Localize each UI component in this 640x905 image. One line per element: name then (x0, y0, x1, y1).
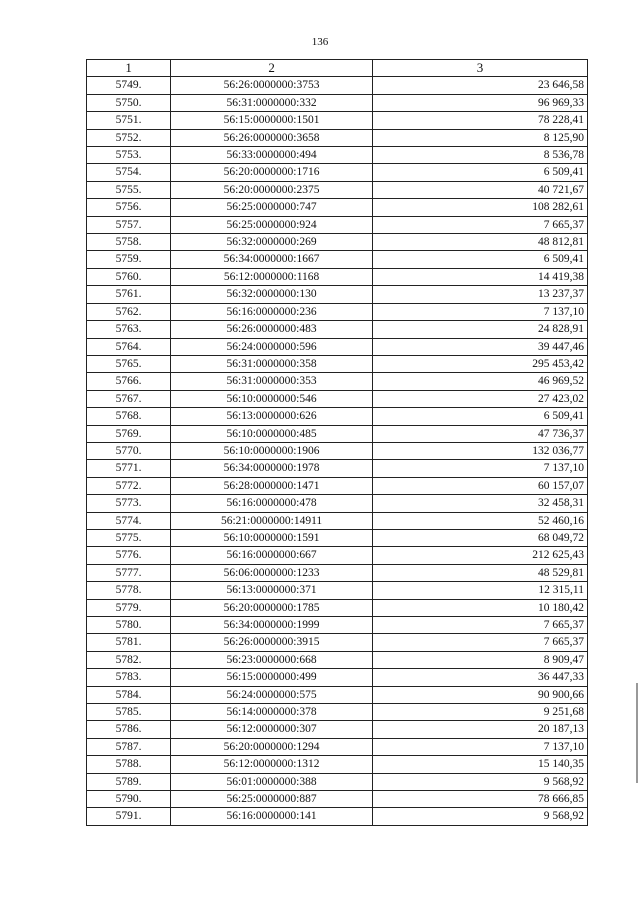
cadastral-number-cell: 56:16:0000000:141 (171, 808, 373, 825)
row-number-cell: 5757. (87, 216, 171, 233)
cadastral-number-cell: 56:24:0000000:575 (171, 686, 373, 703)
table-row (87, 495, 588, 512)
cadastral-number-cell: 56:24:0000000:596 (171, 338, 373, 355)
row-number-cell: 5771. (87, 460, 171, 477)
row-number-cell: 5761. (87, 286, 171, 303)
cadastral-number-cell: 56:25:0000000:924 (171, 216, 373, 233)
value-cell: 39 447,46 (372, 338, 587, 355)
row-number-cell: 5767. (87, 390, 171, 407)
value-cell: 295 453,42 (372, 355, 587, 372)
row-number-cell: 5773. (87, 495, 171, 512)
row-number-cell: 5750. (87, 94, 171, 111)
row-number-cell: 5777. (87, 564, 171, 581)
table-header-row (87, 60, 588, 77)
table-row (87, 529, 588, 546)
value-cell: 8 909,47 (372, 651, 587, 668)
cadastral-number-cell: 56:20:0000000:1716 (171, 164, 373, 181)
table-row (87, 164, 588, 181)
value-cell: 7 137,10 (372, 738, 587, 755)
table-row (87, 669, 588, 686)
table-row (87, 286, 588, 303)
cadastral-number-cell: 56:32:0000000:269 (171, 234, 373, 251)
value-cell: 27 423,02 (372, 390, 587, 407)
table-row (87, 477, 588, 494)
table-row (87, 77, 588, 94)
cadastral-number-cell: 56:28:0000000:1471 (171, 477, 373, 494)
value-cell: 48 812,81 (372, 234, 587, 251)
row-number-cell: 5785. (87, 704, 171, 721)
value-cell: 36 447,33 (372, 669, 587, 686)
row-number-cell: 5772. (87, 477, 171, 494)
row-number-cell: 5787. (87, 738, 171, 755)
row-number-cell: 5778. (87, 582, 171, 599)
value-cell: 78 228,41 (372, 112, 587, 129)
cadastral-number-cell: 56:20:0000000:2375 (171, 181, 373, 198)
row-number-cell: 5752. (87, 129, 171, 146)
value-cell: 32 458,31 (372, 495, 587, 512)
table-row (87, 651, 588, 668)
column-header-3: 3 (372, 60, 587, 77)
row-number-cell: 5779. (87, 599, 171, 616)
value-cell: 7 665,37 (372, 617, 587, 634)
table-row (87, 582, 588, 599)
table-row (87, 617, 588, 634)
value-cell: 7 137,10 (372, 460, 587, 477)
row-number-cell: 5776. (87, 547, 171, 564)
table-row (87, 390, 588, 407)
value-cell: 6 509,41 (372, 408, 587, 425)
row-number-cell: 5760. (87, 268, 171, 285)
value-cell: 14 419,38 (372, 268, 587, 285)
cadastral-number-cell: 56:16:0000000:478 (171, 495, 373, 512)
table-row (87, 268, 588, 285)
table-row (87, 355, 588, 372)
value-cell: 24 828,91 (372, 321, 587, 338)
table-row (87, 738, 588, 755)
table-row (87, 547, 588, 564)
row-number-cell: 5754. (87, 164, 171, 181)
value-cell: 13 237,37 (372, 286, 587, 303)
value-cell: 12 315,11 (372, 582, 587, 599)
table-row (87, 756, 588, 773)
table-row (87, 251, 588, 268)
row-number-cell: 5788. (87, 756, 171, 773)
table-body (87, 77, 588, 825)
table-row (87, 634, 588, 651)
cadastral-number-cell: 56:14:0000000:378 (171, 704, 373, 721)
table-row (87, 199, 588, 216)
cadastral-number-cell: 56:20:0000000:1785 (171, 599, 373, 616)
table-row (87, 425, 588, 442)
cadastral-number-cell: 56:31:0000000:358 (171, 355, 373, 372)
cadastral-number-cell: 56:23:0000000:668 (171, 651, 373, 668)
cadastral-number-cell: 56:21:0000000:14911 (171, 512, 373, 529)
row-number-cell: 5766. (87, 373, 171, 390)
row-number-cell: 5769. (87, 425, 171, 442)
value-cell: 60 157,07 (372, 477, 587, 494)
row-number-cell: 5770. (87, 442, 171, 459)
cadastral-number-cell: 56:33:0000000:494 (171, 147, 373, 164)
cadastral-number-cell: 56:25:0000000:747 (171, 199, 373, 216)
cadastral-number-cell: 56:31:0000000:332 (171, 94, 373, 111)
value-cell: 9 568,92 (372, 808, 587, 825)
table-row (87, 321, 588, 338)
row-number-cell: 5762. (87, 303, 171, 320)
value-cell: 108 282,61 (372, 199, 587, 216)
row-number-cell: 5749. (87, 77, 171, 94)
cadastral-number-cell: 56:34:0000000:1999 (171, 617, 373, 634)
cadastral-number-cell: 56:26:0000000:3658 (171, 129, 373, 146)
cadastral-number-cell: 56:12:0000000:1168 (171, 268, 373, 285)
cadastral-number-cell: 56:10:0000000:485 (171, 425, 373, 442)
table-row (87, 721, 588, 738)
table-row (87, 129, 588, 146)
row-number-cell: 5786. (87, 721, 171, 738)
row-number-cell: 5784. (87, 686, 171, 703)
cadastral-number-cell: 56:32:0000000:130 (171, 286, 373, 303)
table-row (87, 181, 588, 198)
table-row (87, 303, 588, 320)
table-row (87, 234, 588, 251)
table-row (87, 512, 588, 529)
table-row (87, 773, 588, 790)
value-cell: 212 625,43 (372, 547, 587, 564)
row-number-cell: 5791. (87, 808, 171, 825)
table-row (87, 338, 588, 355)
value-cell: 132 036,77 (372, 442, 587, 459)
cadastral-number-cell: 56:10:0000000:1591 (171, 529, 373, 546)
value-cell: 6 509,41 (372, 164, 587, 181)
scan-edge-mark (636, 683, 638, 783)
row-number-cell: 5751. (87, 112, 171, 129)
table-row (87, 686, 588, 703)
page-number: 136 (311, 36, 329, 48)
value-cell: 20 187,13 (372, 721, 587, 738)
table-row (87, 460, 588, 477)
row-number-cell: 5753. (87, 147, 171, 164)
row-number-cell: 5774. (87, 512, 171, 529)
table-row (87, 112, 588, 129)
cadastral-number-cell: 56:01:0000000:388 (171, 773, 373, 790)
value-cell: 40 721,67 (372, 181, 587, 198)
table-row (87, 373, 588, 390)
data-table (86, 59, 588, 826)
cadastral-number-cell: 56:34:0000000:1667 (171, 251, 373, 268)
table-row (87, 94, 588, 111)
table-row (87, 564, 588, 581)
row-number-cell: 5759. (87, 251, 171, 268)
table-row (87, 791, 588, 808)
cadastral-number-cell: 56:16:0000000:236 (171, 303, 373, 320)
cadastral-number-cell: 56:06:0000000:1233 (171, 564, 373, 581)
column-header-1: 1 (87, 60, 171, 77)
row-number-cell: 5768. (87, 408, 171, 425)
value-cell: 6 509,41 (372, 251, 587, 268)
cadastral-number-cell: 56:26:0000000:3753 (171, 77, 373, 94)
table-row (87, 408, 588, 425)
table-row (87, 442, 588, 459)
value-cell: 7 137,10 (372, 303, 587, 320)
cadastral-number-cell: 56:10:0000000:1906 (171, 442, 373, 459)
value-cell: 96 969,33 (372, 94, 587, 111)
cadastral-number-cell: 56:13:0000000:371 (171, 582, 373, 599)
table-row (87, 808, 588, 825)
row-number-cell: 5780. (87, 617, 171, 634)
table-row (87, 599, 588, 616)
row-number-cell: 5763. (87, 321, 171, 338)
value-cell: 9 251,68 (372, 704, 587, 721)
column-header-2: 2 (171, 60, 373, 77)
cadastral-number-cell: 56:25:0000000:887 (171, 791, 373, 808)
table-row (87, 147, 588, 164)
cadastral-number-cell: 56:20:0000000:1294 (171, 738, 373, 755)
row-number-cell: 5756. (87, 199, 171, 216)
value-cell: 23 646,58 (372, 77, 587, 94)
row-number-cell: 5790. (87, 791, 171, 808)
value-cell: 46 969,52 (372, 373, 587, 390)
value-cell: 9 568,92 (372, 773, 587, 790)
value-cell: 7 665,37 (372, 634, 587, 651)
row-number-cell: 5775. (87, 529, 171, 546)
value-cell: 48 529,81 (372, 564, 587, 581)
row-number-cell: 5783. (87, 669, 171, 686)
table-row (87, 704, 588, 721)
row-number-cell: 5782. (87, 651, 171, 668)
row-number-cell: 5765. (87, 355, 171, 372)
value-cell: 10 180,42 (372, 599, 587, 616)
cadastral-number-cell: 56:16:0000000:667 (171, 547, 373, 564)
row-number-cell: 5789. (87, 773, 171, 790)
value-cell: 8 125,90 (372, 129, 587, 146)
value-cell: 47 736,37 (372, 425, 587, 442)
value-cell: 7 665,37 (372, 216, 587, 233)
cadastral-number-cell: 56:15:0000000:1501 (171, 112, 373, 129)
value-cell: 15 140,35 (372, 756, 587, 773)
cadastral-number-cell: 56:34:0000000:1978 (171, 460, 373, 477)
row-number-cell: 5764. (87, 338, 171, 355)
cadastral-number-cell: 56:26:0000000:483 (171, 321, 373, 338)
value-cell: 68 049,72 (372, 529, 587, 546)
row-number-cell: 5758. (87, 234, 171, 251)
cadastral-number-cell: 56:13:0000000:626 (171, 408, 373, 425)
cadastral-number-cell: 56:12:0000000:1312 (171, 756, 373, 773)
cadastral-number-cell: 56:15:0000000:499 (171, 669, 373, 686)
value-cell: 8 536,78 (372, 147, 587, 164)
value-cell: 78 666,85 (372, 791, 587, 808)
row-number-cell: 5781. (87, 634, 171, 651)
value-cell: 90 900,66 (372, 686, 587, 703)
row-number-cell: 5755. (87, 181, 171, 198)
cadastral-number-cell: 56:12:0000000:307 (171, 721, 373, 738)
table-row (87, 216, 588, 233)
cadastral-number-cell: 56:10:0000000:546 (171, 390, 373, 407)
cadastral-number-cell: 56:26:0000000:3915 (171, 634, 373, 651)
value-cell: 52 460,16 (372, 512, 587, 529)
cadastral-number-cell: 56:31:0000000:353 (171, 373, 373, 390)
